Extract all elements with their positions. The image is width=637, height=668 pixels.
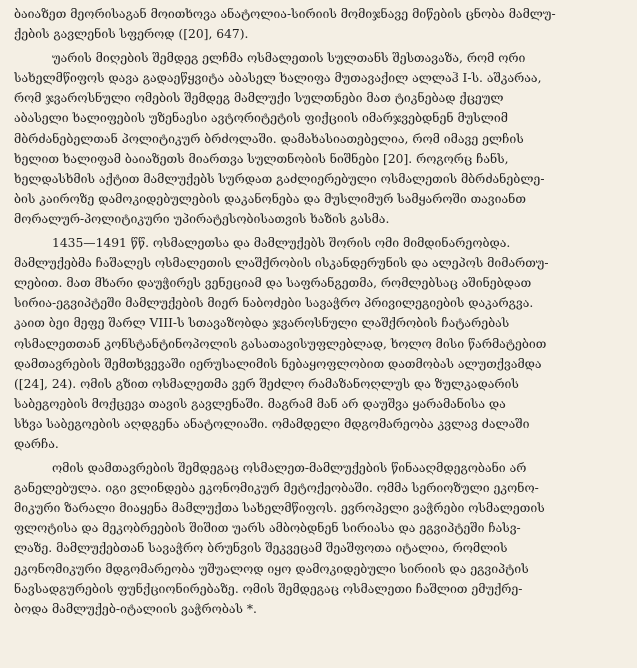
text-line: ომის დამთავრების შემდეგაც ოსმალეთ-მამლუქების წინააღმდეგობანი არ [52, 461, 527, 476]
text-line: დარჩა. [14, 436, 59, 451]
text-line: ხელდასხმის აქტით მამლუქებს სურდათ გაძლიერებული ოსმალეთის მბრძანებლე- [14, 171, 545, 186]
text-line: ბოდა მამლუქებ-იტალიის ვაჭრობას *. [14, 601, 257, 616]
text-line: მამლუქებმა ჩაშალეს ოსმალეთის ლაშქრობის ისკანდერუნის და ალეპოს მიმართუ- [14, 256, 549, 271]
paragraph-1 [14, 4, 626, 44]
document-page [14, 4, 626, 619]
text-line: სირია-ეგვიპტეში მამლუქების მიერ ნაბოძები სავაჭრო პრივილეგიების დაკარგვა. [14, 296, 534, 311]
paragraph-4 [14, 458, 626, 619]
text-line: კაით ბეი მეფე შარლ VIII-ს სთავაზობდა ჯვაროსნული ლაშქრობის ჩატარებას [14, 316, 510, 331]
text-line: სახელმწიფოს დავა გადაეწყვიტა აბასელ ხალიფა მუთავაქილ ალლაჰ I-ს. აშკარაა, [14, 71, 542, 86]
text-line: უარის მიღების შემდეგ ელჩმა ოსმალეთის სულთანს შესთავაზა, რომ ორი [52, 51, 526, 66]
text-line: 1435—1491 წწ. ოსმალეთსა და მამლუქებს შორის ომი მიმდინარეობდა. [52, 236, 511, 251]
text-line: ხელით ხალიფამ ბაიაზეთს მიართვა სულთნობის ნიშნები [20]. როგორც ჩანს, [14, 151, 509, 166]
text-line: ლაზე. მამლუქებთან სავაჭრო ბრუნვის შეკვეცამ შეაშფოთა იტალია, რომლის [14, 541, 508, 556]
paragraph-3 [14, 233, 626, 454]
text-line: ოსმალეთთან კონსტანტინოპოლის გასათავისუფლებლად, ხოლო მისი წარმატებით [14, 336, 547, 351]
text-line: მორალურ-პოლიტიკური უპირატესობისათვის ხაზის გასმა. [14, 211, 390, 226]
text-line: მბრძანებელთან პოლიტიკურ ბრძოლაში. დამახასიათებელია, რომ იმავე ელჩის [14, 131, 524, 146]
text-line: ([24], 24). ომის გზით ოსმალეთმა ვერ შეძლო რამაზანოღლუს და ზულკადარის [14, 376, 519, 391]
text-line: ნავსადგურების ფუნქციონირებაზე. ომის შემდეგაც ოსმალეთი ჩაშლით ემუქრე- [14, 581, 523, 596]
text-line: სხვა საბეგოების აღდგენა ანატოლიაში. ომამდელი მდგომარეობა კვლავ ძალაში [14, 416, 530, 431]
text-line: განელებულა. იგი ვლინდება ეკონომიკურ მეტოქეობაში. ომმა სერიოზული ეკონო- [14, 481, 539, 496]
text-line: დამთავრების შემთხვევაში იერუსალიმის ნებაყოფლობით დათმობას ალუთქვამდა [14, 356, 542, 371]
text-line: ბაიაზეთ მეორისაგან მოითხოვა ანატოლია-სირიის მომიჯნავე მიწების ცნობა მამლუ- [14, 7, 556, 21]
text-line: ლებით. მათ მხარი დაუჭირეს ვენეციამ და საფრანგეთმა, რომლებსაც აშინებდათ [14, 276, 532, 291]
paragraph-2 [14, 48, 626, 229]
text-line: ქების გავლენის სფეროდ ([20], 647). [14, 27, 249, 42]
text-line: რომ ჯვაროსნული ომების შემდეგ მამლუქი სულთნები მათ ტიკნებად ქცეულ [14, 91, 504, 106]
text-line: ეკონომიკური მდგომარეობა უშუალოდ იყო დამოკიდებული სირიის და ეგვიპტის [14, 561, 529, 576]
text-line: ბის კაიროზე დამოკიდებულების დაკანონება და მუსლიმურ სამყაროში თავიანთ [14, 191, 526, 206]
text-line: ფლოტისა და მეკობრეების შიშით უარს ამბობდნენ სირიასა და ეგვიპტეში ჩასვ- [14, 521, 521, 536]
text-line: საბეგოების მოქცევა თავის გავლენაში. მაგრამ მან არ დაუშვა ყარამანისა და [14, 396, 506, 411]
text-line: მიკური ზარალი მიაყენა მამლუქთა სახელმწიფოს. ევროპელი ვაჭრები ოსმალეთის [14, 501, 545, 516]
text-line: აბასელი ხალიფების უზენაესი ავტორიტეტის ფიქციის იმარჯვებდნენ მუსლიმ [14, 111, 508, 126]
